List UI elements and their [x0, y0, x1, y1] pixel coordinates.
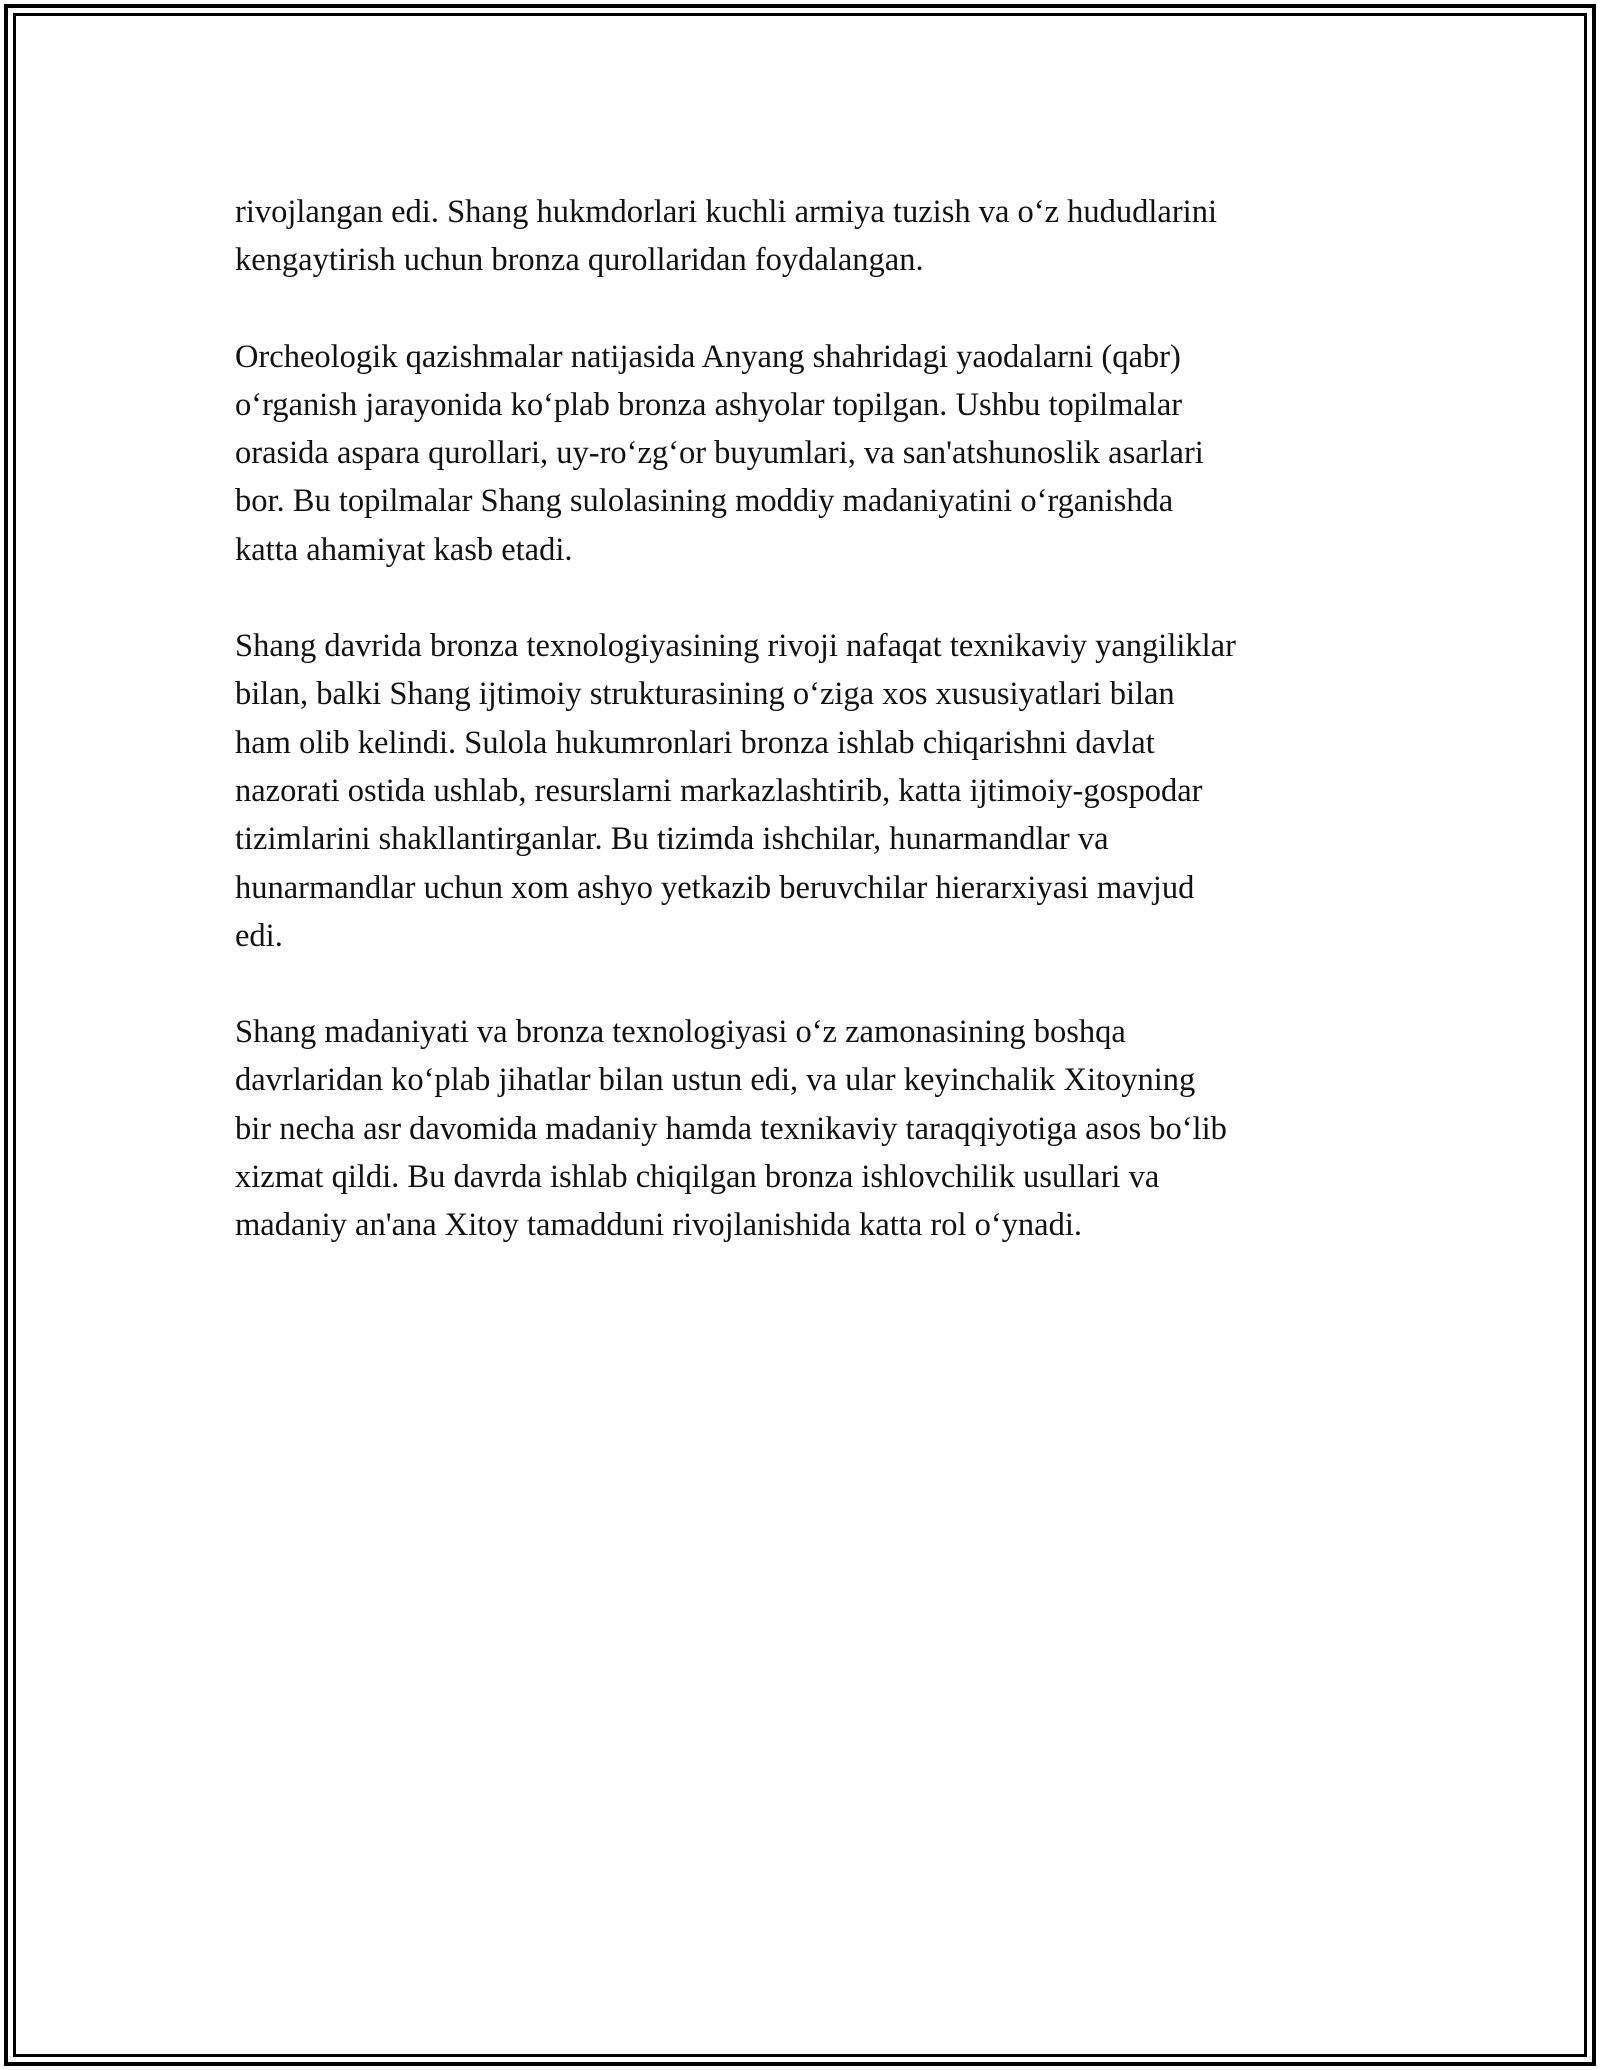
paragraph-4: Shang madaniyati va bronza texnologiyasi o‘z zamonasining boshqa davrlaridan ko‘plab jihatlar bilan ustun edi, va ular keyinchalik Xitoyning bir necha asr davomida madaniy hamda texnikaviy taraqqiyotiga asos bo‘lib xizmat qildi. Bu davrda ishlab chiqilgan bronza ishlovchilik usullari va madaniy an'ana Xitoy tamadduni rivojlanishida katta rol o‘ynadi.	[235, 1014, 1227, 1244]
paragraph-3: Shang davrida bronza texnologiyasining rivoji nafaqat texnikaviy yangiliklar bilan, balki Shang ijtimoiy strukturasining o‘ziga xos xususiyatlari bilan ham olib kelindi. Sulola hukumronlari bronza ishlab chiqarishni davlat nazorati ostida ushlab, resurslarni markazlashtirib, katta ijtimoiy-gospodar tizimlarini shakllantirganlar. Bu tizimda ishchilar, hunarmandlar va hunarmandlar uchun xom ashyo yetkazib beruvchilar hierarxiyasi mavjud edi.	[235, 628, 1236, 954]
paragraph-1: rivojlangan edi. Shang hukmdorlari kuchli armiya tuzish va o‘z hududlarini kengaytirish uchun bronza qurollaridan foydalangan.	[235, 194, 1217, 279]
document-body	[235, 188, 1375, 1298]
paragraph-2: Orcheologik qazishmalar natijasida Anyang shahridagi yaodalarni (qabr) o‘rganish jarayonida ko‘plab bronza ashyolar topilgan. Ushbu topilmalar orasida aspara qurollari, uy-ro‘zg‘or buyumlari, va san'atshunoslik asarlari bor. Bu topilmalar Shang sulolasining moddiy madaniyatini o‘rganishda katta ahamiyat kasb etadi.	[235, 338, 1204, 568]
